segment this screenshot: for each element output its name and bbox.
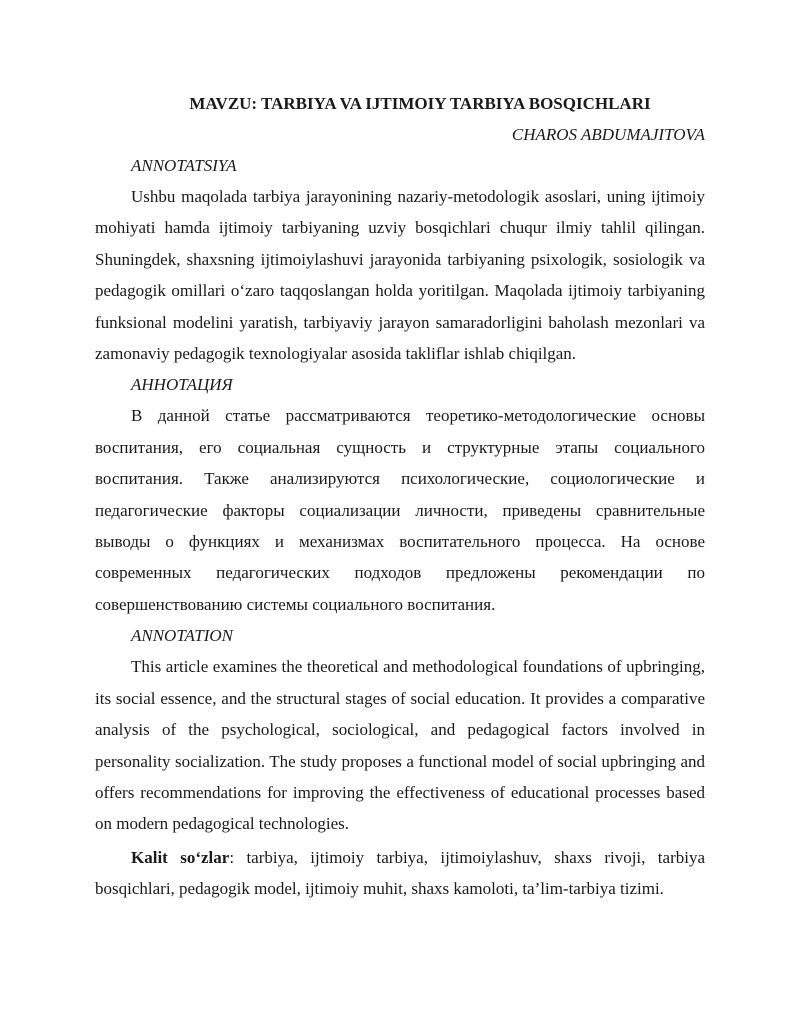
- keywords-label: Kalit so‘zlar: [131, 847, 230, 867]
- document-page: [95, 88, 705, 905]
- uz-annotation-text: Ushbu maqolada tarbiya jarayonining nazariy-metodologik asoslari, uning ijtimoiy mohiyati hamda ijtimoiy tarbiyaning uzviy bosqichlari chuqur ilmiy tahlil qilingan. Shuningdek, shaxsning ijtimoiylashuvi jarayonida tarbiyaning psixologik, sosiologik va pedagogik omillari o‘zaro taqqoslangan holda yoritilgan. Maqolada ijtimoiy tarbiyaning funksional modelini yaratish, tarbiyaviy jarayon samaradorligini baholash mezonlari va zamonaviy pedagogik texnologiyalar asosida takliflar ishlab chiqilgan.: [95, 187, 705, 364]
- ru-annotation-text: В данной статье рассматриваются теоретико-методологические основы воспитания, его социальная сущность и структурные этапы социального воспитания. Также анализируются психологические, социологические и педагогические факторы социализации личности, приведены сравнительные выводы о функциях и механизмах воспитательного процесса. На основе современных педагогических подходов предложены рекомендации по совершенствованию системы социального воспитания.: [95, 406, 705, 614]
- keywords-text: : tarbiya, ijtimoiy tarbiya, ijtimoiylashuv, shaxs rivoji, tarbiya bosqichlari, pedagogik model, ijtimoiy muhit, shaxs kamoloti, ta’lim-tarbiya tizimi.: [95, 847, 706, 899]
- ru-annotation-heading: АННОТАЦИЯ: [131, 375, 233, 395]
- en-annotation-text: This article examines the theoretical and methodological foundations of upbringing, its social essence, and the structural stages of social education. It provides a comparative analysis of the psychological, sociological, and pedagogical factors involved in personality socialization. The study proposes a functional model of social upbringing and offers recommendations for improving the effectiveness of educational processes based on modern pedagogical technologies.: [95, 657, 705, 834]
- uz-annotation-heading: ANNOTATSIYA: [131, 156, 237, 175]
- article-author: CHAROS ABDUMAJITOVA: [511, 125, 705, 144]
- article-title: MAVZU: TARBIYA VA IJTIMOIY TARBIYA BOSQICHLARI: [189, 94, 651, 113]
- en-annotation-heading: ANNOTATION: [131, 626, 234, 646]
- keywords-paragraph: [95, 842, 705, 905]
